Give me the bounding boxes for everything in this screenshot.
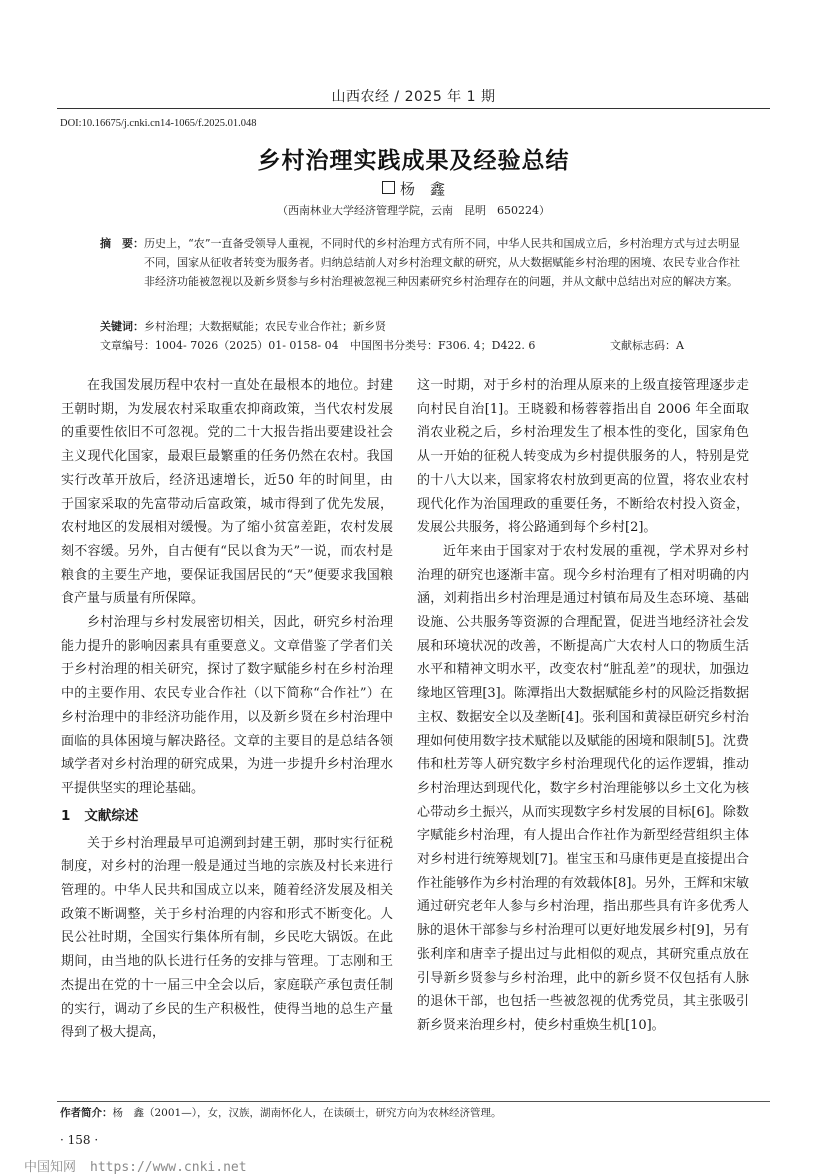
body-paragraph: 在我国发展历程中农村一直处在最根本的地位。封建王朝时期，为发展农村采取重农抑商政策，当代农村发展的重要性依旧不可忽视。党的二十大报告指出要建设社会主义现代化国家，最艰巨最繁重的任务仍然在农村。我国实行改革开放后，经济迅速增长，近50 年的时间里，由于国家采取的先富带动后富政策，城市得到了优先发展，农村地区的发展相对缓慢。为了缩小贫富差距，农村发展刻不容缓。另外，自古便有“民以食为天”一说，而农村是粮食的主要生产地，要保证我国居民的“天”便要求我国粮食产量与质量有所保障。: [61, 378, 393, 607]
keywords-text: 乡村治理；大数据赋能；农民专业合作社；新乡贤: [144, 320, 386, 333]
body-paragraph: 近年来由于国家对于农村发展的重视，学术界对乡村治理的研究也逐渐丰富。现今乡村治理有了相对明确的内涵，刘莉指出乡村治理是通过村镇布局及生态环境、基础设施、公共服务等资源的合理配置，促进当地经济社会发展和环境状况的改善，不断提高广大农村人口的物质生活水平和精神文明水平，改变农村“脏乱差”的现状，加强边缘地区管理[3]。陈潭指出大数据赋能乡村的风险泛指数据主权、数据安全以及垄断[4]。张利国和黄禄臣研究乡村治理如何使用数字技术赋能以及赋能的困境和限制[5]。沈费伟和杜芳等人研究数字乡村治理现代化的运作逻辑，推动乡村治理达到现代化，数字乡村治理能够以乡土文化为核心带动乡土振兴，从而实现数字乡村发展的目标[6]。除数字赋能乡村治理，有人提出合作社作为新型经营组织主体对乡村进行统筹规划[7]。崔宝玉和马康伟更是直接提出合作社能够作为乡村治理的有效载体[8]。另外，王辉和宋敏通过研究老年人参与乡村治理，指出那些具有许多优秀人脉的退休干部参与乡村治理可以更好地发展乡村[9]，另有张利庠和唐幸子提出过与此相似的观点，其研究重点放在引导新乡贤参与乡村治理，此中的新乡贤不仅包括有人脉的退休干部，也包括一些被忽视的优秀党员，其主张吸引新乡贤来治理乡村，使乡村重焕生机[10]。: [417, 543, 749, 1033]
left-column: [61, 374, 393, 1045]
body-paragraph: 关于乡村治理最早可追溯到封建王朝，那时实行征税制度，对乡村的治理一般是通过当地的宗族及村长来进行管理的。中华人民共和国成立以来，随着经济发展及相关政策不断调整，关于乡村治理的内容和形式不断变化。人民公社时期，全国实行集体所有制，乡民吃大锅饭。在此期间，由当地的队长进行任务的安排与管理。丁志刚和王杰提出在党的十一届三中全会以后，家庭联产承包责任制的实行，调动了乡民的生产积极性，使得当地的总生产量得到了极大提高，: [61, 835, 393, 1041]
document-code: 文献标志码：A: [610, 339, 684, 352]
body-paragraph: 这一时期，对于乡村的治理从原来的上级直接管理逐步走向村民自治[1]。王晓毅和杨蓉蓉指出自 2006 年全面取消农业税之后，乡村治理发生了根本性的变化，国家角色从一开始的征税人转变成为乡村提供服务的人，特别是党的十八大以来，国家将农村放到更高的位置，将农业农村现代化作为治国理政的重要任务，不断给农村投入资金，发展公共服务，将公路通到每个乡村[2]。: [417, 378, 749, 536]
doi: DOI:10.16675/j.cnki.cn14-1065/f.2025.01.048: [60, 118, 257, 129]
header-rule: [57, 108, 770, 109]
footnote-label: 作者简介：: [60, 1107, 113, 1119]
watermark: [24, 1156, 247, 1175]
article-title: 乡村治理实践成果及经验总结: [257, 148, 570, 174]
journal-header: 山西农经 / 2025 年 1 期: [331, 89, 496, 105]
author-footnote: [60, 1105, 501, 1120]
abstract: [100, 234, 740, 291]
section-title: 文献综述: [84, 807, 139, 824]
right-column: [417, 374, 749, 1038]
footnote-text: 杨 鑫（2001—），女，汉族，湖南怀化人，在读硕士，研究方向为农林经济管理。: [112, 1107, 502, 1119]
abstract-text: 历史上，“农”一直备受领导人重视，不同时代的乡村治理方式有所不同，中华人民共和国成立后，乡村治理方式与过去明显不同，国家从征收者转变为服务者。归纳总结前人对乡村治理文献的研究，从大数据赋能乡村治理的困境、农民专业合作社非经济功能被忽视以及新乡贤参与乡村治理被忽视三种因素研究乡村治理存在的问题，并从文献中总结出对应的解决方案。: [144, 237, 740, 288]
body-paragraph: 乡村治理与乡村发展密切相关，因此，研究乡村治理能力提升的影响因素具有重要意义。文章借鉴了学者们关于乡村治理的相关研究，探讨了数字赋能乡村在乡村治理中的主要作用、农民专业合作社（以下简称“合作社”）在乡村治理中的非经济功能作用，以及新乡贤在乡村治理中面临的具体困境与解决路径。文章的主要目的是总结各领域学者对乡村治理的研究成果，为进一步提升乡村治理水平提供坚实的理论基础。: [61, 615, 393, 796]
footnote-rule: [57, 1101, 770, 1102]
affiliation: （西南林业大学经济管理学院，云南 昆明 650224）: [277, 204, 550, 217]
watermark-url: https://www.cnki.net: [90, 1160, 247, 1175]
keywords-label: 关键词：: [100, 320, 144, 333]
abstract-label: 摘 要：: [100, 237, 144, 250]
clc-number: 中国图书分类号：F306. 4；D422. 6: [350, 339, 536, 352]
page-number: · 158 ·: [60, 1133, 99, 1147]
section-heading: [61, 805, 393, 828]
article-number: 文章编号：1004- 7026（2025）01- 0158- 04: [100, 339, 339, 352]
keywords: [100, 318, 386, 334]
author-box-icon: [382, 181, 395, 194]
author-line: [0, 178, 827, 199]
watermark-brand: 中国知网: [24, 1160, 77, 1175]
author-name: 杨 鑫: [399, 180, 445, 198]
section-number: 1: [61, 807, 71, 824]
